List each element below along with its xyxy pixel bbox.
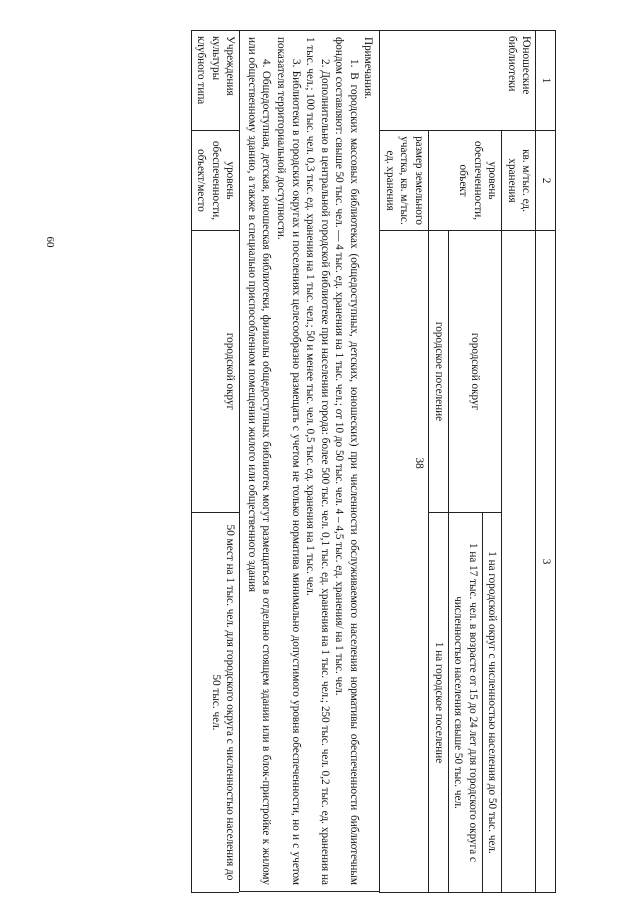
urban-settlement-cell: городское поселение — [429, 231, 449, 513]
notes-block — [239, 30, 379, 892]
note-4: 4. Общедоступная, детская, юношеская библиотеки, филиалы общедоступных библиотек могут размещаться в отдельно стоящем здании или в блок-пристройке к жилому или общественному зданию, а также в специально приспособленном помещении жилого или общественного здания — [245, 37, 273, 885]
plot-label: размер земельного участка, кв. м/тыс. ед. хранения — [380, 131, 429, 231]
club-name: Учреждения культуры клубного типа — [191, 31, 239, 131]
note-1: 1. В городских массовых библиотеках (общедоступных, детских, юношеских) при численности обслуживаемого населения нормативы обеспеченности библиотечным фондом составляют: свыше 50 тыс. чел. — 4 тыс. ед. хранения на 1 тыс. чел.; от 10 до 50 тыс. чел. 4 – 4,5 тыс. ед. хранения/ на 1 тыс. чел. — [333, 37, 360, 885]
norm-a-cell: 1 на городской округ с численностью населения до 50 тыс. чел. — [482, 513, 502, 893]
club-table — [191, 30, 240, 893]
unit-cell: кв. м/тыс. ед. хранения — [502, 131, 536, 231]
club-norm: 50 мест на 1 тыс. чел. для городского округа с численностью населения до 50 тыс. чел. — [191, 513, 239, 893]
club-city-district: городской округ — [191, 231, 239, 513]
table-row — [380, 31, 429, 893]
youth-libraries-name: Юношеские библиотеки — [380, 31, 536, 131]
level-label: уровень обеспеченности, объект — [429, 131, 502, 231]
table-row — [482, 31, 502, 893]
plot-value: 38 — [380, 453, 429, 893]
notes-title: Примечания. — [362, 37, 375, 99]
club-level-label: уровень обеспеченности, объект/место — [191, 131, 239, 231]
norms-table — [379, 30, 556, 893]
empty-cell — [380, 231, 429, 453]
empty-cell — [502, 231, 536, 893]
norm-b-cell: 1 на 17 тыс. чел. в возрасте от 15 до 24 лет для городского округа с численностью населения свыше 50 тыс. чел. — [448, 513, 482, 893]
note-3: 3. Библиотеки в городских округах и поселениях целесообразно размещать с учетом не только норматива минимально допустимого уровня обеспеченности, но и с учетом показателя территориальной доступности. — [275, 37, 302, 885]
header-col-2: 2 — [536, 131, 556, 231]
page-number: 60 — [44, 236, 56, 248]
table-row — [502, 31, 536, 893]
note-2: 2. Дополнительно в центральной городской библиотеке при населении города: более 500 тыс. чел. 0,1 тыс. ед. хранения на 1 тыс. чел.; 250 тыс. чел. 0,2 тыс. ед. хранения на 1 тыс. чел.; 100 тыс. чел. 0,3 тыс. ед. хранения на 1 тыс. чел.; 50 и менее тыс. чел. 0,5 тыс. ед. хранения на 1 тыс. чел. — [304, 37, 331, 885]
city-district-cell: городской округ — [448, 231, 502, 513]
header-row — [536, 31, 556, 893]
rotated-document — [76, 30, 556, 892]
header-col-3: 3 — [536, 231, 556, 893]
table-row — [191, 31, 239, 893]
norm-c-cell: 1 на городское поселение — [429, 513, 449, 893]
header-col-1: 1 — [536, 31, 556, 131]
